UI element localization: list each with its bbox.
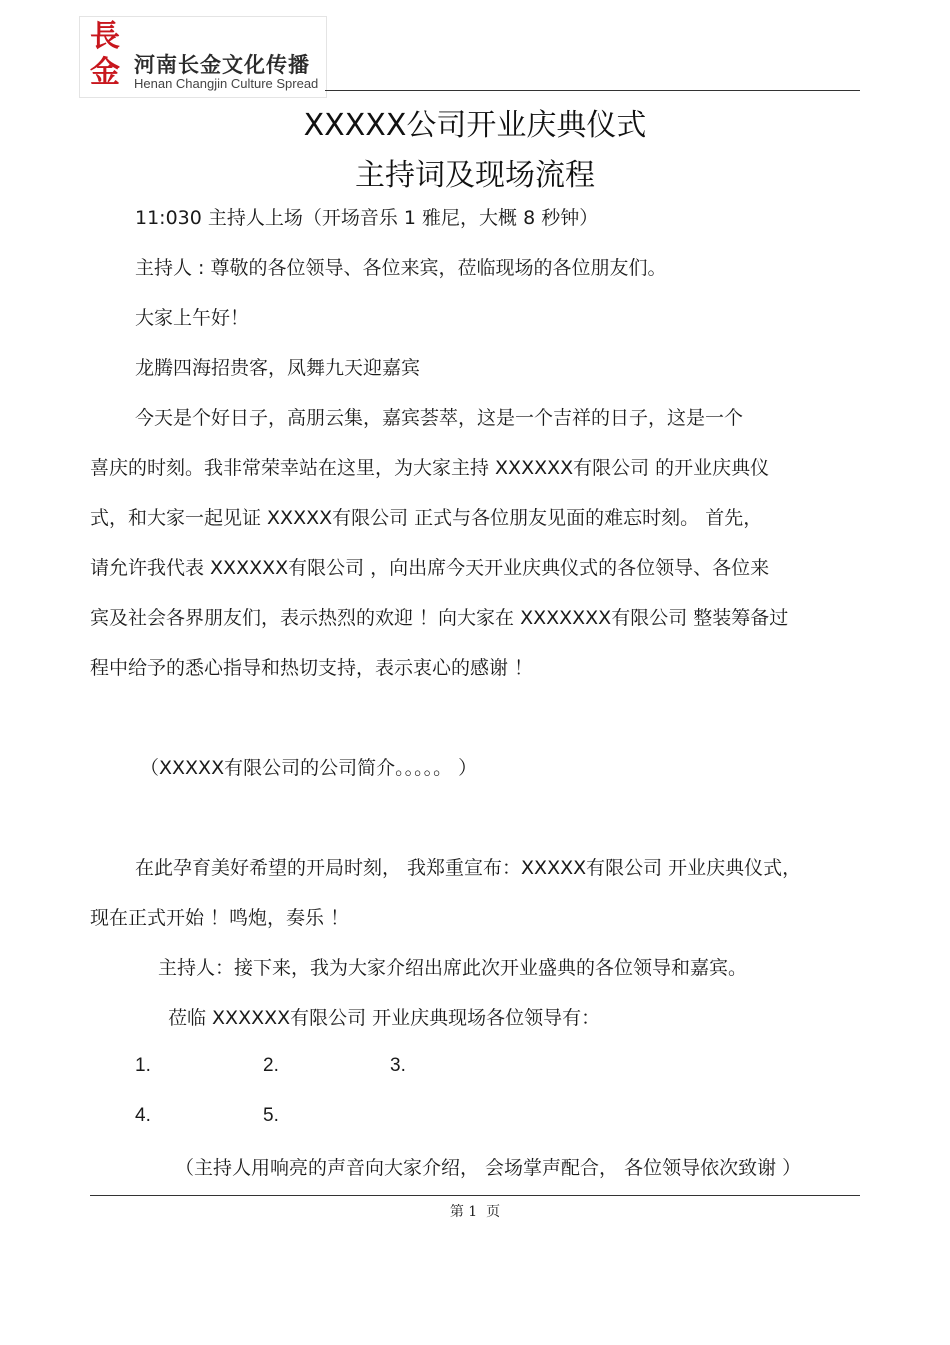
body-line-7: 式，和大家一起见证 XXXXX有限公司 正式与各位朋友见面的难忘时刻。 首先， — [90, 507, 763, 529]
body-line-10: 程中给予的悉心指导和热切支持，表示衷心的感谢 ！ — [90, 657, 534, 679]
body-line-13: 现在正式开始 ！鸣炮，奏乐 ！ — [90, 907, 350, 929]
document-subtitle: 主持词及现场流程 — [355, 158, 595, 193]
logo-company-name-en: Henan Changjin Culture Spread — [134, 76, 319, 91]
document-title: XXXXX公司开业庆典仪式 — [303, 108, 647, 143]
host-instruction-note: （主持人用响亮的声音向大家介绍， 会场掌声配合， 各位领导依次致谢 ） — [175, 1157, 802, 1179]
page-number: 第 1 页 — [449, 1204, 501, 1220]
body-line-5: 今天是个好日子，高朋云集，嘉宾荟萃，这是一个吉祥的日子，这是一个 — [135, 407, 744, 429]
body-line-9: 宾及社会各界朋友们，表示热烈的欢迎 ！向大家在 XXXXXXX有限公司 整装筹备过 — [90, 607, 789, 629]
leader-number-5: 5. — [263, 1105, 279, 1126]
body-line-1: 11:030 主持人上场（开场音乐 1 雅尼，大概 8 秒钟） — [135, 207, 599, 229]
body-line-6: 喜庆的时刻。我非常荣幸站在这里，为大家主持 XXXXXX有限公司 的开业庆典仪 — [90, 457, 770, 479]
leader-number-1: 1. — [135, 1055, 151, 1076]
logo-company-name-cn: 河南长金文化传播 — [134, 52, 310, 77]
header-divider — [325, 90, 860, 91]
leader-number-4: 4. — [135, 1105, 151, 1126]
body-line-8: 请允许我代表 XXXXXX有限公司 ，向出席今天开业庆典仪式的各位领导、各位来 — [90, 557, 770, 579]
body-line-14: 主持人：接下来，我为大家介绍出席此次开业盛典的各位领导和嘉宾。 — [158, 957, 748, 979]
body-line-3: 大家上午好！ — [135, 307, 250, 329]
body-line-2: 主持人 : 尊敬的各位领导、各位来宾，莅临现场的各位朋友们。 — [135, 257, 667, 279]
body-line-4: 龙腾四海招贵客，凤舞九天迎嘉宾 — [135, 357, 421, 379]
logo-seal-mark: 長 金 — [90, 19, 120, 90]
company-intro-note: （XXXXX有限公司的公司简介。。。。。 ） — [140, 757, 478, 779]
body-line-15: 莅临 XXXXXX有限公司 开业庆典现场各位领导有： — [168, 1007, 601, 1029]
body-line-12: 在此孕育美好希望的开局时刻， 我郑重宣布：XXXXX有限公司 开业庆典仪式， — [135, 857, 802, 879]
leader-number-2: 2. — [263, 1055, 279, 1076]
leader-number-3: 3. — [390, 1055, 406, 1076]
footer-divider — [90, 1195, 860, 1196]
